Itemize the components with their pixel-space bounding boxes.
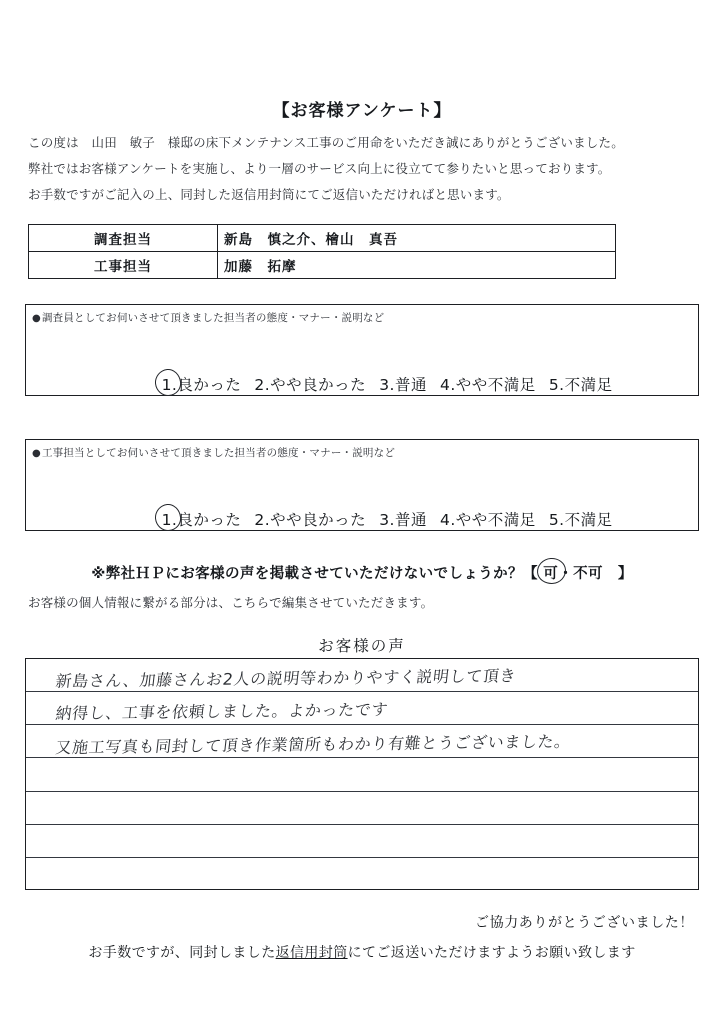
hp-publication-question bbox=[0, 562, 724, 583]
voice-row[interactable] bbox=[26, 858, 698, 891]
rating-option-number: 4. bbox=[440, 511, 456, 529]
rating-option-1-4[interactable] bbox=[440, 373, 536, 395]
hp-bracket-close: 】 bbox=[602, 566, 633, 582]
table-row bbox=[29, 225, 616, 252]
rating-option-label: 良かった bbox=[177, 376, 242, 394]
hp-privacy-note: お客様の個人情報に繋がる部分は、こちらで編集させていただきます。 bbox=[28, 595, 434, 610]
question-box-survey-staff bbox=[25, 304, 699, 396]
rating-option-label: 良かった bbox=[177, 511, 242, 529]
table-row bbox=[29, 252, 616, 279]
bullet-icon: ● bbox=[32, 313, 41, 324]
rating-option-2-3[interactable] bbox=[379, 508, 427, 530]
rating-option-1-5[interactable] bbox=[549, 373, 613, 395]
staff-names-survey: 新島 慎之介、檜山 真吾 bbox=[218, 225, 616, 252]
hp-choice-yes[interactable] bbox=[543, 562, 558, 583]
rating-option-1-3[interactable] bbox=[379, 373, 427, 395]
footer-return-envelope-term: 返信用封筒 bbox=[275, 945, 348, 961]
voice-line-3: 又施工写真も同封して頂き作業箇所もわかり有難とうございました。 bbox=[54, 732, 572, 758]
footer-return-request bbox=[0, 942, 724, 962]
rating-option-number: 3. bbox=[379, 511, 395, 529]
rating-option-2-5[interactable] bbox=[549, 508, 613, 530]
footer-request-after: にてご返送いただけますようお願い致します bbox=[347, 945, 636, 961]
voice-row[interactable] bbox=[26, 758, 698, 791]
rating-option-label: やや不満足 bbox=[455, 376, 536, 394]
rating-option-label: やや良かった bbox=[270, 376, 367, 394]
hp-question-text: ※弊社ＨＰにお客様の声を掲載させていただけないでしょうか？【 bbox=[91, 566, 544, 582]
question-prompt-text-2: 工事担当としてお伺いさせて頂きました担当者の態度・マナー・説明など bbox=[41, 447, 396, 459]
voice-row[interactable] bbox=[26, 792, 698, 825]
staff-names-construction: 加藤 拓摩 bbox=[218, 252, 616, 279]
rating-option-label: やや良かった bbox=[270, 511, 367, 529]
rating-option-number: 1. bbox=[161, 376, 178, 394]
rating-option-label: 不満足 bbox=[564, 376, 613, 394]
voice-section-heading: お客様の声 bbox=[318, 637, 406, 655]
question-prompt-text-1: 調査員としてお伺いさせて頂きました担当者の態度・マナー・説明など bbox=[41, 312, 385, 324]
staff-role-label-survey: 調査担当 bbox=[29, 225, 218, 252]
rating-option-number: 2. bbox=[254, 376, 271, 394]
bullet-icon: ● bbox=[32, 448, 41, 459]
rating-option-number: 1. bbox=[161, 511, 178, 529]
rating-option-1-2[interactable] bbox=[254, 373, 366, 395]
rating-option-number: 2. bbox=[254, 511, 271, 529]
voice-row[interactable] bbox=[26, 692, 698, 725]
page-title: 【お客様アンケート】 bbox=[272, 101, 452, 121]
rating-option-number: 4. bbox=[440, 376, 456, 394]
intro-paragraph bbox=[28, 130, 698, 208]
voice-row[interactable] bbox=[26, 825, 698, 858]
question-prompt-2 bbox=[32, 445, 395, 460]
rating-option-2-2[interactable] bbox=[254, 508, 366, 530]
voice-line-1: 新島さん、加藤さんお2人の説明等わかりやすく説明して頂き bbox=[54, 666, 518, 691]
rating-option-2-4[interactable] bbox=[440, 508, 536, 530]
rating-option-number: 3. bbox=[379, 376, 395, 394]
question-box-construction-staff bbox=[25, 439, 699, 531]
intro-line-2: 弊社ではお客様アンケートを実施し、より一層のサービス向上に役立てて参りたいと思っております。 bbox=[28, 161, 611, 176]
rating-options-2 bbox=[129, 490, 613, 548]
hp-choice-no-label: 不可 bbox=[573, 566, 603, 582]
rating-option-1-1[interactable] bbox=[162, 373, 242, 395]
rating-option-2-1[interactable] bbox=[162, 508, 242, 530]
voice-row[interactable] bbox=[26, 725, 698, 758]
footer-thanks-text: ご協力ありがとうございました！ bbox=[475, 915, 694, 931]
hp-choice-yes-label: 可 bbox=[543, 566, 559, 582]
staff-role-label-construction: 工事担当 bbox=[29, 252, 218, 279]
rating-option-label: 普通 bbox=[394, 376, 427, 394]
intro-line-3: お手数ですがご記入の上、同封した返信用封筒にてご返信いただければと思います。 bbox=[28, 187, 510, 202]
rating-options-1 bbox=[129, 355, 613, 413]
staff-assignment-table bbox=[28, 224, 616, 279]
rating-option-label: 不満足 bbox=[564, 511, 613, 529]
rating-option-label: やや不満足 bbox=[455, 511, 536, 529]
voice-line-2: 納得し、工事を依頼しました。よかったです bbox=[54, 700, 390, 724]
question-prompt-1 bbox=[32, 310, 384, 325]
voice-row[interactable] bbox=[26, 659, 698, 692]
footer-request-before: お手数ですが、同封しました bbox=[88, 945, 276, 961]
hp-choice-no[interactable] bbox=[573, 562, 603, 583]
intro-line-1: この度は 山田 敏子 様邸の床下メンテナンス工事のご用命をいただき誠にありがとうございました。 bbox=[28, 135, 624, 150]
rating-option-number: 5. bbox=[548, 376, 565, 394]
rating-option-label: 普通 bbox=[394, 511, 427, 529]
customer-voice-box[interactable] bbox=[25, 658, 699, 890]
rating-option-number: 5. bbox=[548, 511, 565, 529]
hp-choice-separator: ・ bbox=[558, 566, 574, 582]
